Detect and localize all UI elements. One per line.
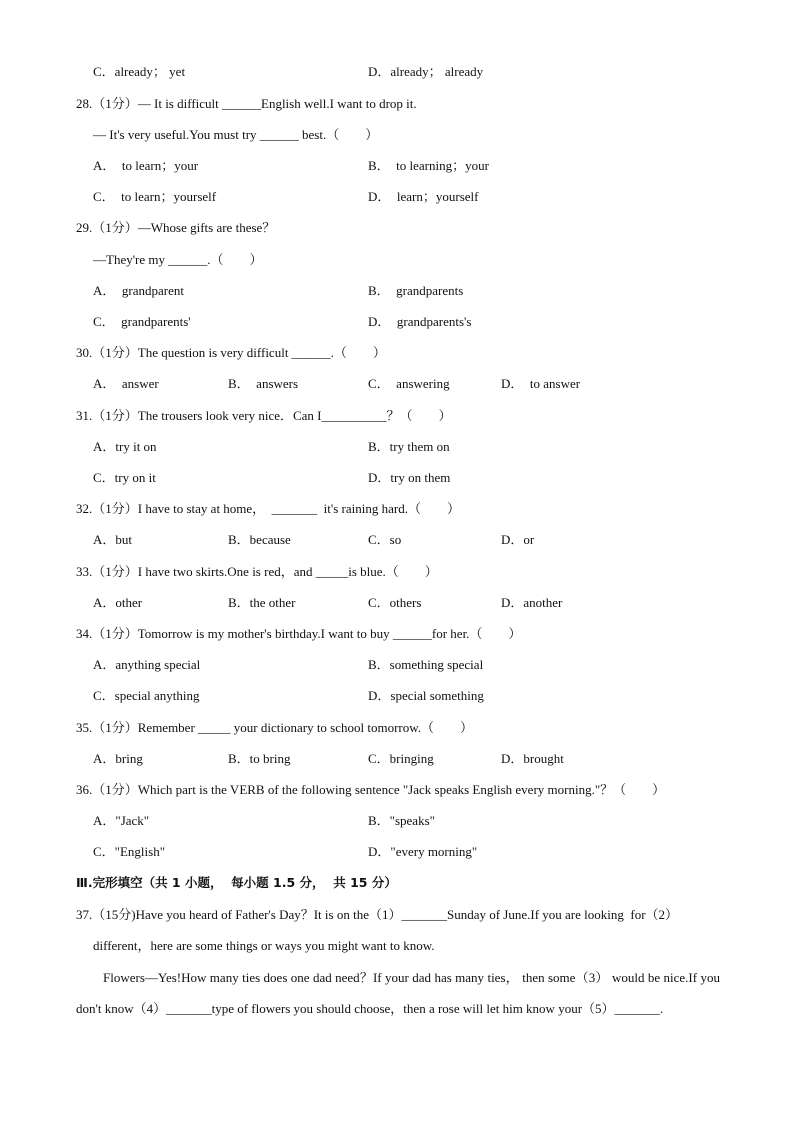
- q28-option-d: D． learn；yourself: [368, 189, 479, 204]
- q30-option-b: B． answers: [228, 376, 299, 391]
- q28-stem: 28.（1分）— It is difficult ______English well.I want to drop it.: [76, 96, 417, 111]
- section-heading-cloze: Ⅲ.完形填空（共 1 小题， 每小题 1.5 分， 共 15 分）: [76, 875, 397, 890]
- q36-option-b: B．"speaks": [368, 813, 435, 828]
- q33-option-a: A．other: [93, 595, 143, 610]
- q28-stem-line2: — It's very useful.You must try ______ best.（ ）: [93, 127, 379, 142]
- q30-stem: 30.（1分）The question is very difficult ______.（ ）: [76, 345, 386, 360]
- q37-stem-line2: different，here are some things or ways you might want to know.: [93, 938, 435, 953]
- q29-option-a: A． grandparent: [93, 283, 184, 298]
- q29-option-d: D． grandparents's: [368, 314, 472, 329]
- q37-stem: 37.（15分)Have you heard of Father's Day？It is on the（1）_______Sunday of June.If you are looking for（2）: [76, 907, 679, 922]
- q29-option-b: B． grandparents: [368, 283, 464, 298]
- q31-option-a: A．try it on: [93, 439, 157, 454]
- q34-option-d: D．special something: [368, 688, 484, 703]
- q34-option-a: A．anything special: [93, 657, 201, 672]
- q32-option-d: D．or: [501, 532, 535, 547]
- q36-option-c: C．"English": [93, 844, 166, 859]
- q33-option-b: B．the other: [228, 595, 296, 610]
- q29-option-c: C． grandparents': [93, 314, 191, 329]
- q37-paragraph: Flowers—Yes!How many ties does one dad need？If your dad has many ties， then some（3） would be nice.If you don't know（4）_______type of flowers you should choose，then a rose will let him know your（5）_______.: [76, 970, 720, 1016]
- q36-stem: 36.（1分）Which part is the VERB of the following sentence "Jack speaks English every morning."？（ ）: [76, 782, 666, 797]
- q35-stem: 35.（1分）Remember _____ your dictionary to school tomorrow.（ ）: [76, 720, 474, 735]
- q33-stem: 33.（1分）I have two skirts.One is red，and _____is blue.（ ）: [76, 564, 438, 579]
- q30-option-c: C． answering: [368, 376, 450, 391]
- q35-option-a: A．bring: [93, 751, 143, 766]
- q36-option-a: A．"Jack": [93, 813, 150, 828]
- q30-option-a: A． answer: [93, 376, 159, 391]
- q29-stem-line2: —They're my ______.（ ）: [93, 252, 263, 267]
- q30-option-d: D． to answer: [501, 376, 581, 391]
- q33-option-d: D．another: [501, 595, 563, 610]
- q34-option-b: B．something special: [368, 657, 484, 672]
- q35-option-d: D．brought: [501, 751, 564, 766]
- q27-option-c: C．already； yet: [93, 64, 186, 79]
- q31-stem: 31.（1分）The trousers look very nice．Can I__________？（ ）: [76, 408, 452, 423]
- q34-stem: 34.（1分）Tomorrow is my mother's birthday.I want to buy ______for her.（ ）: [76, 626, 522, 641]
- q35-option-c: C．bringing: [368, 751, 434, 766]
- q28-option-a: A． to learn；your: [93, 158, 199, 173]
- q32-option-b: B．because: [228, 532, 291, 547]
- q27-option-d: D．already； already: [368, 64, 484, 79]
- q31-option-b: B．try them on: [368, 439, 450, 454]
- q33-option-c: C．others: [368, 595, 422, 610]
- q32-option-a: A．but: [93, 532, 133, 547]
- q31-option-d: D．try on them: [368, 470, 451, 485]
- q32-stem: 32.（1分）I have to stay at home， _______ it's raining hard.（ ）: [76, 501, 460, 516]
- q35-option-b: B．to bring: [228, 751, 291, 766]
- q28-option-b: B． to learning；your: [368, 158, 489, 173]
- q34-option-c: C．special anything: [93, 688, 200, 703]
- q36-option-d: D．"every morning": [368, 844, 478, 859]
- q31-option-c: C．try on it: [93, 470, 156, 485]
- q32-option-c: C．so: [368, 532, 402, 547]
- q29-stem: 29.（1分）—Whose gifts are these？: [76, 220, 276, 235]
- q28-option-c: C． to learn；yourself: [93, 189, 217, 204]
